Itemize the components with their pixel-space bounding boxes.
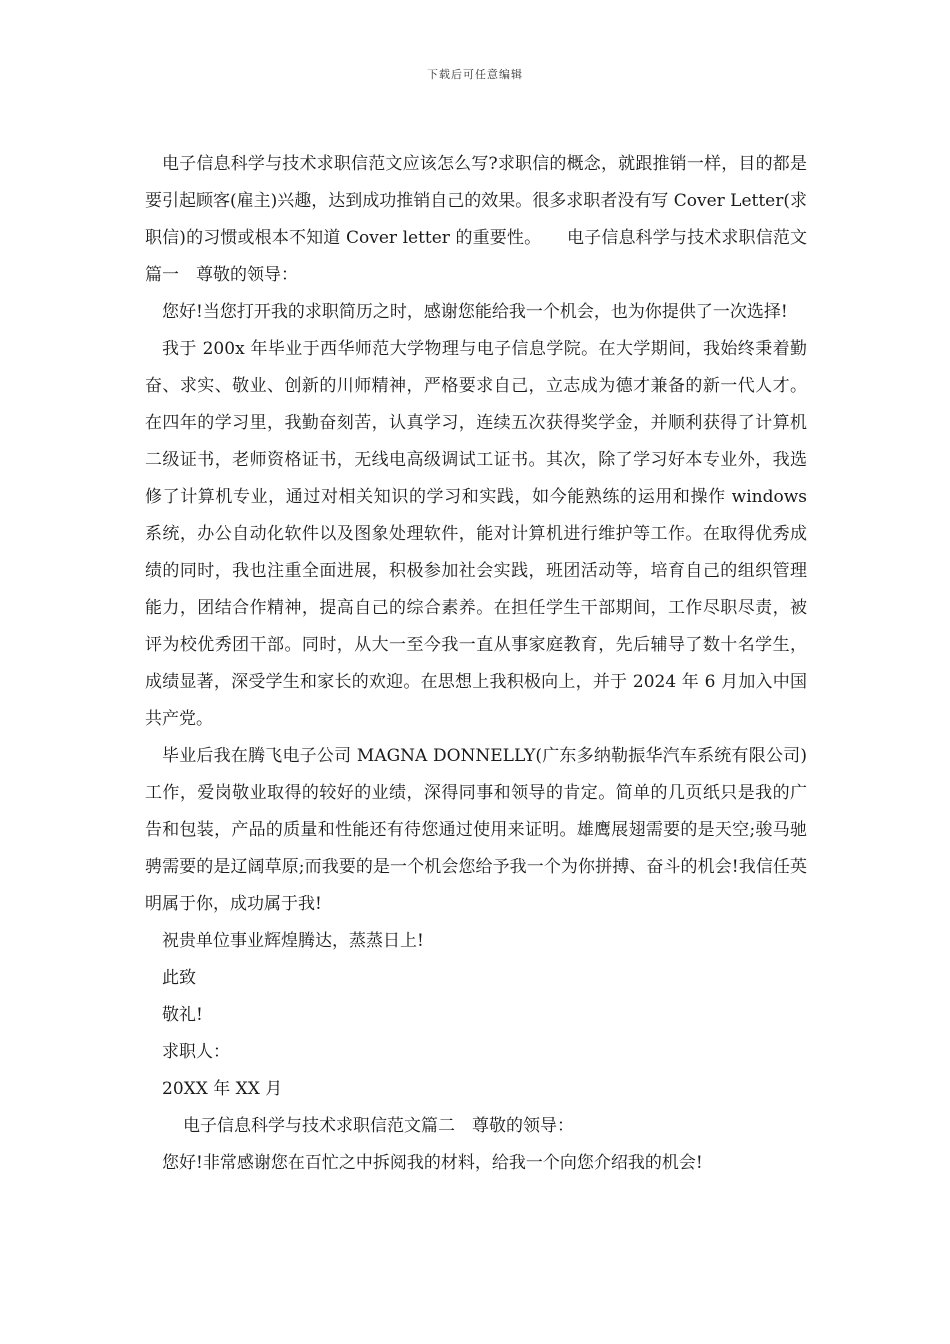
closing-line-1: 此致 — [162, 968, 196, 988]
education-paragraph: 我于 200x 年毕业于西华师范大学物理与电子信息学院。在大学期间，我始终秉着勤奋、求实、敬业、创新的川师精神，严格要求自己，立志成为德才兼备的新一代人才。在四年的学习里，我勤奋刻苦，认真学习，连续五次获得奖学金，并顺利获得了计算机二级证书，老师资格证书，无线电高级调试工证书。其次，除了学习好本专业外，我选修了计算机专业，通过对相关知识的学习和实践，如今能熟练的运用和操作 windows 系统，办公自动化软件以及图象处理软件，能对计算机进行维护等工作。在取得优秀成绩的同时，我也注重全面进展，积极参加社会实践，班团活动等，培育自己的组织管理能力，团结合作精神，提高自己的综合素养。在担任学生干部期间，工作尽职尽责，被评为校优秀团干部。同时，从大一至今我一直从事家庭教育，先后辅导了数十名学生，成绩显著，深受学生和家长的欢迎。在思想上我积极向上，并于 2024 年 6 月加入中国共产党。 — [145, 339, 807, 729]
greeting-paragraph: 您好!当您打开我的求职简历之时，感谢您能给我一个机会，也为你提供了一次选择! — [162, 302, 788, 322]
date-line: 20XX 年 XX 月 — [162, 1079, 283, 1099]
signature-label: 求职人： — [162, 1042, 230, 1062]
second-letter-title: 电子信息科学与技术求职信范文篇二 尊敬的领导： — [183, 1116, 574, 1136]
document-body — [145, 146, 807, 1182]
work-paragraph: 毕业后我在腾飞电子公司 MAGNA DONNELLY(广东多纳勒振华汽车系统有限公司)工作，爱岗敬业取得的较好的业绩，深得同事和领导的肯定。简单的几页纸只是我的广告和包装，产品的质量和性能还有待您通过使用来证明。雄鹰展翅需要的是天空;骏马驰骋需要的是辽阔草原;而我要的是一个机会您给予我一个为你拼搏、奋斗的机会!我信任英明属于你，成功属于我! — [145, 746, 807, 914]
intro-paragraph: 电子信息科学与技术求职信范文应该怎么写?求职信的概念，就跟推销一样，目的都是要引起顾客(雇主)兴趣，达到成功推销自己的效果。很多求职者没有写 Cover Letter(求职信)的习惯或根本不知道 Cover letter 的重要性。 电子信息科学与技术求职信范文篇一 尊敬的领导： — [145, 154, 807, 285]
header-note: 下载后可任意编辑 — [427, 68, 523, 81]
wish-line: 祝贵单位事业辉煌腾达，蒸蒸日上! — [162, 931, 424, 951]
closing-line-2: 敬礼! — [162, 1005, 203, 1025]
second-greeting: 您好!非常感谢您在百忙之中拆阅我的材料，给我一个向您介绍我的机会! — [162, 1153, 703, 1173]
